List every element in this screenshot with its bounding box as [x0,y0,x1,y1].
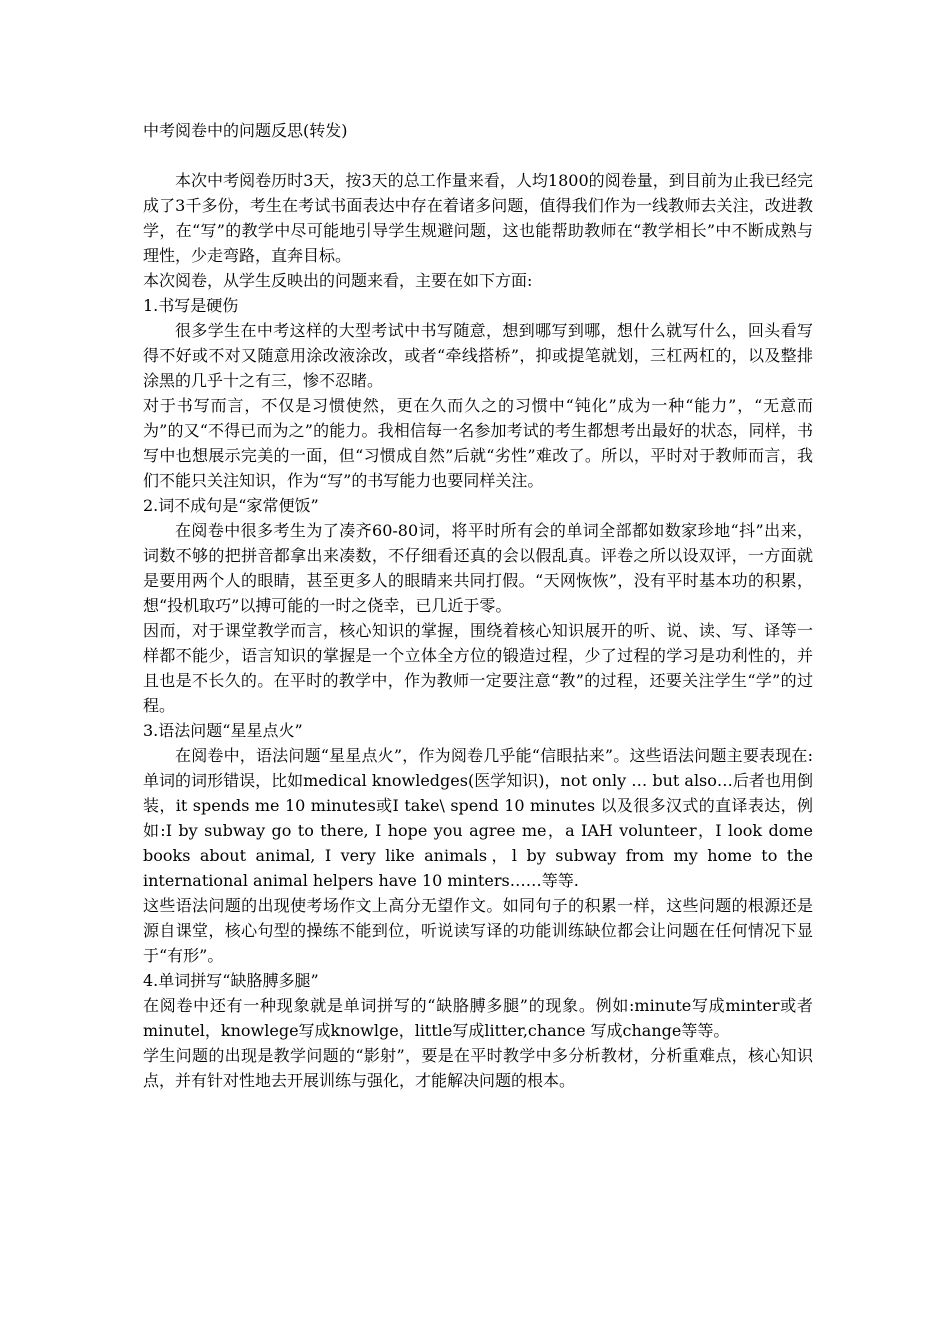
overview-paragraph: 本次阅卷，从学生反映出的问题来看，主要在如下方面: [143,271,533,290]
section-3-paragraph-1: 在阅卷中，语法问题“星星点火”，作为阅卷几乎能“信眼拈来”。这些语法问题主要表现在:单词的词形错误，比如medical knowledges(医学知识)，not only … but also…后者也用倒装，it spends me 10 minutes或I take\ spend 10 minutes 以及很多汉式的直译表达，例如:I by subway go to there, I hope you agree me，a IAH volunteer，I look dome books about animal, I very like animals，l by subway from my home to the international animal helpers have 10 minters……等等. [143,746,813,890]
section-4-paragraph-1: 在阅卷中还有一种现象就是单词拼写的“缺胳膊多腿”的现象。例如:minute写成minter或者minutel，knowlege写成knowlge，little写成litter,chance 写成change等等。 [143,996,813,1040]
section-2-paragraph-2: 因而，对于课堂教学而言，核心知识的掌握，围绕着核心知识展开的听、说、读、写、译等一样都不能少，语言知识的掌握是一个立体全方位的锻造过程，少了过程的学习是功利性的，并且也是不长久的。在平时的教学中，作为教师一定要注意“教”的过程，还要关注学生“学”的过程。 [143,621,813,715]
section-1-paragraph-2: 对于书写而言，不仅是习惯使然，更在久而久之的习惯中“钝化”成为一种“能力”，“无意而为”的又“不得已而为之”的能力。我相信每一名参加考试的考生都想考出最好的状态，同样，书写中也想展示完美的一面，但“习惯成自然”后就“劣性”难改了。所以，平时对于教师而言，我们不能只关注知识，作为“写”的书写能力也要同样关注。 [143,396,813,490]
document-title: 中考阅卷中的问题反思(转发) [143,121,348,140]
section-2-heading: 2.词不成句是“家常便饭” [143,496,319,515]
section-2-paragraph-1: 在阅卷中很多考生为了凑齐60-80词，将平时所有会的单词全部都如数家珍地“抖”出来，词数不够的把拼音都拿出来凑数，不仔细看还真的会以假乱真。评卷之所以设双评，一方面就是要用两个人的眼睛，甚至更多人的眼睛来共同打假。“天网恢恢”，没有平时基本功的积累，想“投机取巧”以搏可能的一时之侥幸，已几近于零。 [143,521,813,615]
section-4-paragraph-2: 学生问题的出现是教学问题的“影射”，要是在平时教学中多分析教材，分析重难点，核心知识点，并有针对性地去开展训练与强化，才能解决问题的根本。 [143,1046,813,1090]
section-4-heading: 4.单词拼写“缺胳膊多腿” [143,971,319,990]
section-1-paragraph-1: 很多学生在中考这样的大型考试中书写随意，想到哪写到哪，想什么就写什么，回头看写得不好或不对又随意用涂改液涂改，或者“牵线搭桥”，抑或提笔就划，三杠两杠的，以及整排涂黑的几乎十之有三，惨不忍睹。 [143,321,813,390]
section-3-paragraph-2: 这些语法问题的出现使考场作文上高分无望作文。如同句子的积累一样，这些问题的根源还是源自课堂，核心句型的操练不能到位，听说读写译的功能训练缺位都会让问题在任何情况下显于“有形”。 [143,896,813,965]
section-1-heading: 1.书写是硬伤 [143,296,239,315]
document-page [143,118,813,1093]
intro-paragraph: 本次中考阅卷历时3天，按3天的总工作量来看，人均1800的阅卷量，到目前为止我已经完成了3千多份，考生在考试书面表达中存在着诸多问题，值得我们作为一线教师去关注，改进教学，在“写”的教学中尽可能地引导学生规避问题，这也能帮助教师在“教学相长”中不断成熟与理性，少走弯路，直奔目标。 [143,171,813,265]
section-3-heading: 3.语法问题“星星点火” [143,721,303,740]
